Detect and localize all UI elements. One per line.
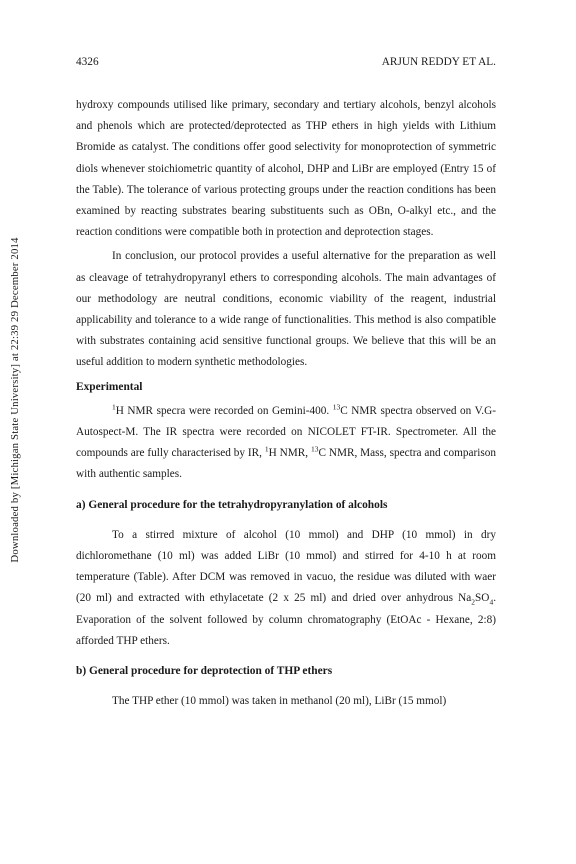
running-head: ARJUN REDDY ET AL. — [381, 56, 496, 68]
subscript: 4 — [489, 597, 494, 607]
page-header — [76, 56, 496, 72]
paragraph-conclusion: In conclusion, our protocol provides a useful alternative for the preparation as well as cleavage of tetrahydropyranyl ethers to corresponding alcohols. The main advantages of our methodology are neutral conditions, economic viability of the reagent, industrial applicability and tolerance to a wide range of functionalities. This method is also compatible with substrates containing acid sensitive functional groups. We believe that this will be an useful addition to modern synthetic methodologies. — [76, 250, 496, 369]
paragraph-results: hydroxy compounds utilised like primary, secondary and tertiary alcohols, benzyl alcohols and phenols which are protected/deprotected as THP ethers in high yields with Lithium Bromide as catalyst. The conditions offer good selectivity for monoprotection of symmetric diols whenever stoichiometric quantity of alcohol, DHP and LiBr are employed (Entry 15 of the Table). The tolerance of various protecting groups under the reaction conditions has been examined by reacting substrates bearing substituents such as OBn, O-alkyl etc., and the reaction conditions were compatible both in protection and deprotection stages. — [76, 99, 496, 239]
superscript: 13 — [332, 402, 341, 412]
text-run: H NMR, — [268, 447, 311, 460]
article-body — [76, 95, 496, 712]
text-run: . Evaporation of the solvent followed by column chromatography (EtOAc - Hexane, 2:8) afforded THP ethers. — [76, 592, 496, 647]
procedure-a-heading: a) General procedure for the tetrahydropyranylation of alcohols — [76, 498, 388, 511]
superscript: 13 — [310, 444, 319, 454]
subscript: 2 — [471, 597, 476, 607]
text-run: C NMR spectra observed on V.G-Autospect-M. The IR spectra were recorded on NICOLET FT-IR. Spectrometer. All the compounds are fully characterised by IR, — [76, 404, 496, 460]
download-notice: Downloaded by [Michigan State University] at 22:39 29 December 2014 — [9, 237, 21, 563]
procedure-b-heading: b) General procedure for deprotection of THP ethers — [76, 665, 333, 678]
download-sidebar — [0, 0, 34, 864]
text-run: SO — [475, 592, 490, 605]
paragraph-procedure-b: The THP ether (10 mmol) was taken in methanol (20 ml), LiBr (15 mmol) — [112, 695, 447, 708]
text-run: H NMR specra were recorded on Gemini-400. — [115, 404, 333, 417]
experimental-heading: Experimental — [76, 380, 143, 393]
page-number: 4326 — [76, 56, 99, 68]
superscript: 1 — [112, 402, 116, 412]
text-run: To a stirred mixture of alcohol (10 mmol) and DHP (10 mmol) in dry dichloromethane (10 ml) was added LiBr (10 mmol) and stirred for 4-10 h at room temperature (Table). After DCM was removed in vacuo, the residue was diluted with waer (20 ml) and extracted with ethylacetate (2 x 25 ml) and dried over anhydrous Na — [76, 528, 496, 605]
paragraph-procedure-a — [76, 525, 496, 652]
paragraph-instruments — [76, 401, 496, 486]
superscript: 1 — [264, 444, 269, 454]
text-run: C NMR, Mass, spectra and comparison with authentic samples. — [76, 447, 496, 481]
